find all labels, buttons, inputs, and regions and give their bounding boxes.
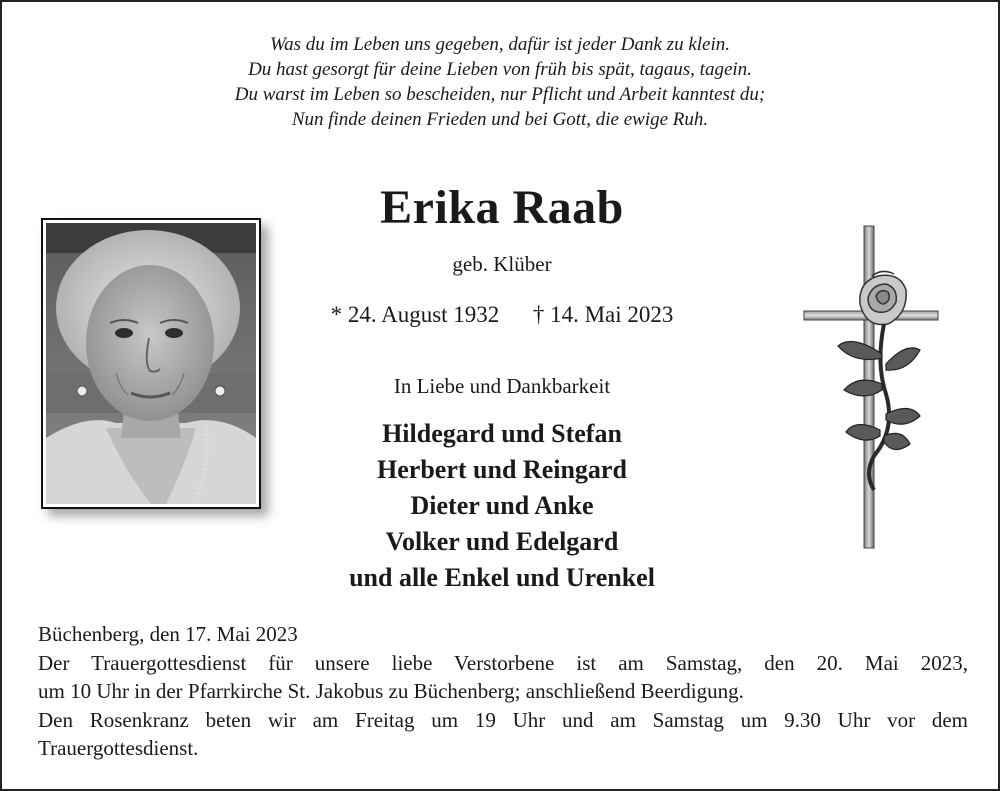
birth-date: 24. August 1932 <box>347 302 500 327</box>
footer-text <box>38 620 968 763</box>
poem-line: Du hast gesorgt für deine Lieben von früh bis spät, tagaus, tagein. <box>248 59 752 80</box>
death-date: 14. Mai 2023 <box>550 302 674 327</box>
family-member: Herbert und Reingard <box>377 455 627 484</box>
rosary-line: Den Rosenkranz beten wir am Freitag um 19 Uhr und am Samstag um 9.30 Uhr vor dem <box>38 707 968 732</box>
service-line: um 10 Uhr in der Pfarrkirche St. Jakobus zu Büchenberg; anschließend Beerdigung. <box>38 679 744 703</box>
family-member: Hildegard und Stefan <box>382 419 622 448</box>
birth-symbol: * <box>330 302 343 327</box>
poem-line: Nun finde deinen Frieden und bei Gott, die ewige Ruh. <box>291 109 709 130</box>
poem-line: Was du im Leben uns gegeben, dafür ist jeder Dank zu klein. <box>270 34 730 55</box>
service-line: Der Trauergottesdienst für unsere liebe Verstorbene ist am Samstag, den 20. Mai 2023, <box>38 650 968 675</box>
maiden-name: geb. Klüber <box>452 252 552 276</box>
deceased-name: Erika Raab <box>380 181 624 234</box>
family-member: und alle Enkel und Urenkel <box>349 563 655 592</box>
family-member: Volker und Edelgard <box>385 527 619 556</box>
family-member: Dieter und Anke <box>410 491 594 520</box>
rosary-line: Trauergottesdienst. <box>38 736 199 760</box>
cross-with-rose-icon <box>802 224 942 550</box>
poem <box>2 32 998 132</box>
poem-line: Du warst im Leben so bescheiden, nur Pflicht und Arbeit kanntest du; <box>234 84 766 105</box>
thanks-line: In Liebe und Dankbarkeit <box>393 374 611 398</box>
death-symbol: † <box>532 302 545 327</box>
place-date: Büchenberg, den 17. Mai 2023 <box>38 622 298 646</box>
